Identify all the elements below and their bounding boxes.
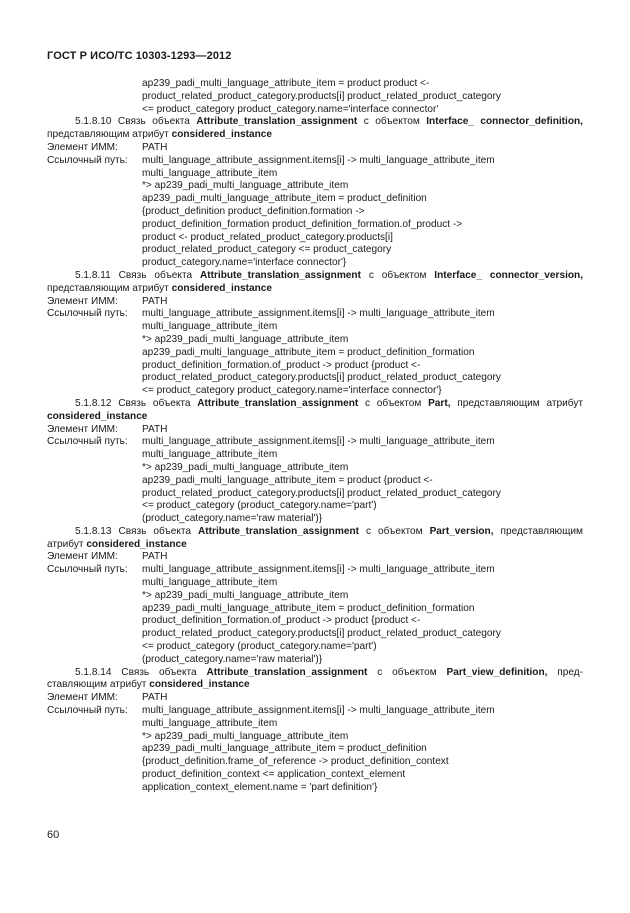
section-number: 5.1.8.10 bbox=[75, 116, 112, 128]
reference-path-line: ap239_padi_multi_language_attribute_item = product_definition_formation bbox=[142, 346, 475, 358]
reference-path-label: Ссылочный путь: bbox=[47, 154, 128, 166]
entity-name: Part_version, bbox=[429, 525, 494, 537]
reference-path-line: *> ap239_padi_multi_language_attribute_item bbox=[142, 180, 349, 192]
heading-text: с объектом bbox=[367, 666, 447, 678]
imm-element-value: PATH bbox=[142, 141, 168, 153]
reference-path-line: multi_language_attribute_item bbox=[142, 449, 278, 461]
reference-path-row bbox=[47, 155, 583, 168]
imm-element-row bbox=[47, 551, 583, 564]
reference-path-line: multi_language_attribute_assignment.items[i] -> multi_language_attribute_item bbox=[142, 436, 495, 448]
section-number: 5.1.8.11 bbox=[75, 269, 111, 281]
reference-path-line: multi_language_attribute_item bbox=[142, 167, 278, 179]
reference-path-line: {product_definition product_definition.formation -> bbox=[142, 205, 365, 217]
reference-path-line: product_definition_formation.of_product -> product {product <- bbox=[142, 615, 421, 627]
heading-text: представляющим атрибут bbox=[47, 282, 172, 294]
reference-path-line: <= product_category (product_category.name='part') bbox=[142, 641, 377, 653]
imm-element-value: PATH bbox=[142, 551, 168, 563]
entity-name: Attribute_translation_assignment bbox=[196, 116, 358, 128]
heading-text: представляющим bbox=[493, 525, 583, 537]
reference-path-line: multi_language_attribute_item bbox=[142, 321, 278, 333]
page-content bbox=[47, 78, 583, 795]
reference-path-line: product_category.name='interface connector'} bbox=[142, 257, 347, 269]
heading-text: представляющим атрибут bbox=[450, 397, 583, 409]
reference-path-row bbox=[47, 705, 583, 718]
reference-path-line: multi_language_attribute_assignment.items[i] -> multi_language_attribute_item bbox=[142, 308, 495, 320]
imm-element-label: Элемент ИММ: bbox=[47, 295, 118, 307]
heading-text: с объектом bbox=[358, 397, 429, 409]
reference-path-line: *> ap239_padi_multi_language_attribute_item bbox=[142, 589, 349, 601]
mapping-section bbox=[47, 667, 583, 795]
reference-path-line: product_related_product_category.products[i] product_related_product_category bbox=[142, 372, 501, 384]
imm-element-row bbox=[47, 296, 583, 309]
heading-text: с объектом bbox=[360, 269, 435, 281]
entity-name: Attribute_translation_assignment bbox=[206, 666, 368, 678]
reference-path-line: product_definition_formation.of_product -> product {product <- bbox=[142, 359, 421, 371]
reference-path-line: product_definition_formation product_definition_formation.of_product -> bbox=[142, 218, 463, 230]
reference-path-line: application_context_element.name = 'part definition'} bbox=[142, 781, 378, 793]
reference-path-line: {product_definition.frame_of_reference -> product_definition_context bbox=[142, 756, 449, 768]
reference-path-line: ap239_padi_multi_language_attribute_item = product_definition bbox=[142, 193, 427, 205]
heading-text: Связь объекта bbox=[121, 666, 207, 678]
attribute-name: considered_instance bbox=[149, 679, 250, 691]
reference-path-line: *> ap239_padi_multi_language_attribute_item bbox=[142, 461, 349, 473]
heading-text: ставляющим атрибут bbox=[47, 679, 150, 691]
heading-text: Связь объекта bbox=[117, 116, 197, 128]
section-heading bbox=[47, 270, 583, 296]
reference-path-line: *> ap239_padi_multi_language_attribute_item bbox=[142, 730, 349, 742]
reference-path-row bbox=[47, 436, 583, 449]
mapping-section bbox=[47, 398, 583, 526]
reference-path-line: multi_language_attribute_item bbox=[142, 577, 278, 589]
heading-text: пред- bbox=[547, 666, 583, 678]
reference-path-line: *> ap239_padi_multi_language_attribute_item bbox=[142, 333, 349, 345]
imm-element-row bbox=[47, 424, 583, 437]
heading-text: атрибут bbox=[47, 538, 87, 550]
reference-path-line: product_related_product_category.products[i] product_related_product_category bbox=[142, 487, 501, 499]
entity-name: Attribute_translation_assignment bbox=[197, 397, 359, 409]
attribute-name: considered_instance bbox=[171, 129, 272, 141]
section-number: 5.1.8.13 bbox=[75, 525, 112, 537]
reference-path-line: multi_language_attribute_item bbox=[142, 717, 278, 729]
entity-name: Part_view_definition, bbox=[446, 666, 548, 678]
imm-element-value: PATH bbox=[142, 423, 168, 435]
heading-text: Связь объекта bbox=[118, 525, 198, 537]
reference-path-line: multi_language_attribute_assignment.items[i] -> multi_language_attribute_item bbox=[142, 705, 495, 717]
mapping-section bbox=[47, 116, 583, 270]
reference-path-label: Ссылочный путь: bbox=[47, 436, 128, 448]
entity-name: Interface_ connector_definition, bbox=[426, 116, 583, 128]
reference-path-line: <= product_category product_category.name='interface connector'} bbox=[142, 385, 442, 397]
imm-element-row bbox=[47, 142, 583, 155]
reference-path-line: <= product_category product_category.name='interface connector' bbox=[142, 103, 439, 115]
intro-block bbox=[47, 78, 583, 116]
heading-text: с объектом bbox=[358, 525, 430, 537]
attribute-name: considered_instance bbox=[171, 282, 272, 294]
attribute-name: considered_instance bbox=[47, 410, 148, 422]
imm-element-value: PATH bbox=[142, 692, 168, 704]
mapping-section bbox=[47, 270, 583, 398]
imm-element-row bbox=[47, 692, 583, 705]
heading-text: Связь объекта bbox=[118, 397, 198, 409]
reference-path-label: Ссылочный путь: bbox=[47, 564, 128, 576]
reference-path-line: (product_category.name='raw material')} bbox=[142, 653, 323, 665]
imm-element-label: Элемент ИММ: bbox=[47, 692, 118, 704]
heading-text: представляющим атрибут bbox=[47, 129, 172, 141]
section-heading bbox=[47, 116, 583, 142]
reference-path-line: multi_language_attribute_assignment.items[i] -> multi_language_attribute_item bbox=[142, 154, 495, 166]
reference-path-label: Ссылочный путь: bbox=[47, 308, 128, 320]
imm-element-label: Элемент ИММ: bbox=[47, 141, 118, 153]
reference-path-row bbox=[47, 564, 583, 577]
section-number: 5.1.8.14 bbox=[75, 666, 112, 678]
reference-path-label: Ссылочный путь: bbox=[47, 705, 128, 717]
section-number: 5.1.8.12 bbox=[75, 397, 112, 409]
mapping-section bbox=[47, 526, 583, 667]
sections-container bbox=[47, 116, 583, 794]
reference-path-line: ap239_padi_multi_language_attribute_item = product product <- bbox=[142, 78, 430, 89]
reference-path-line: product_related_product_category.products[i] product_related_product_category bbox=[142, 628, 501, 640]
entity-name: Part, bbox=[428, 397, 451, 409]
reference-path-line: <= product_category (product_category.name='part') bbox=[142, 500, 377, 512]
section-heading bbox=[47, 667, 583, 693]
entity-name: Interface_ connector_version, bbox=[434, 269, 584, 281]
reference-path-line: product <- product_related_product_category.products[i] bbox=[142, 231, 393, 243]
entity-name: Attribute_translation_assignment bbox=[198, 525, 359, 537]
reference-path-line: ap239_padi_multi_language_attribute_item = product_definition bbox=[142, 743, 427, 755]
attribute-name: considered_instance bbox=[86, 538, 187, 550]
imm-element-value: PATH bbox=[142, 295, 168, 307]
heading-text: Связь объекта bbox=[118, 269, 200, 281]
reference-path-line: (product_category.name='raw material')} bbox=[142, 513, 323, 525]
reference-path-line: multi_language_attribute_assignment.items[i] -> multi_language_attribute_item bbox=[142, 564, 495, 576]
reference-path-line: product_related_product_category.products[i] product_related_product_category bbox=[142, 90, 501, 102]
reference-path-line: product_related_product_category <= product_category bbox=[142, 244, 392, 256]
heading-text: с объектом bbox=[357, 116, 427, 128]
imm-element-label: Элемент ИММ: bbox=[47, 551, 118, 563]
entity-name: Attribute_translation_assignment bbox=[199, 269, 361, 281]
section-heading bbox=[47, 526, 583, 552]
page-number: 60 bbox=[47, 829, 60, 841]
imm-element-label: Элемент ИММ: bbox=[47, 423, 118, 435]
reference-path-line: ap239_padi_multi_language_attribute_item = product_definition_formation bbox=[142, 602, 475, 614]
reference-path-line: product_definition_context <= application_context_element bbox=[142, 769, 406, 781]
reference-path-row bbox=[47, 308, 583, 321]
document-header: ГОСТ Р ИСО/ТС 10303-1293—2012 bbox=[47, 50, 232, 62]
section-heading bbox=[47, 398, 583, 424]
reference-path-line: ap239_padi_multi_language_attribute_item = product {product <- bbox=[142, 474, 433, 486]
